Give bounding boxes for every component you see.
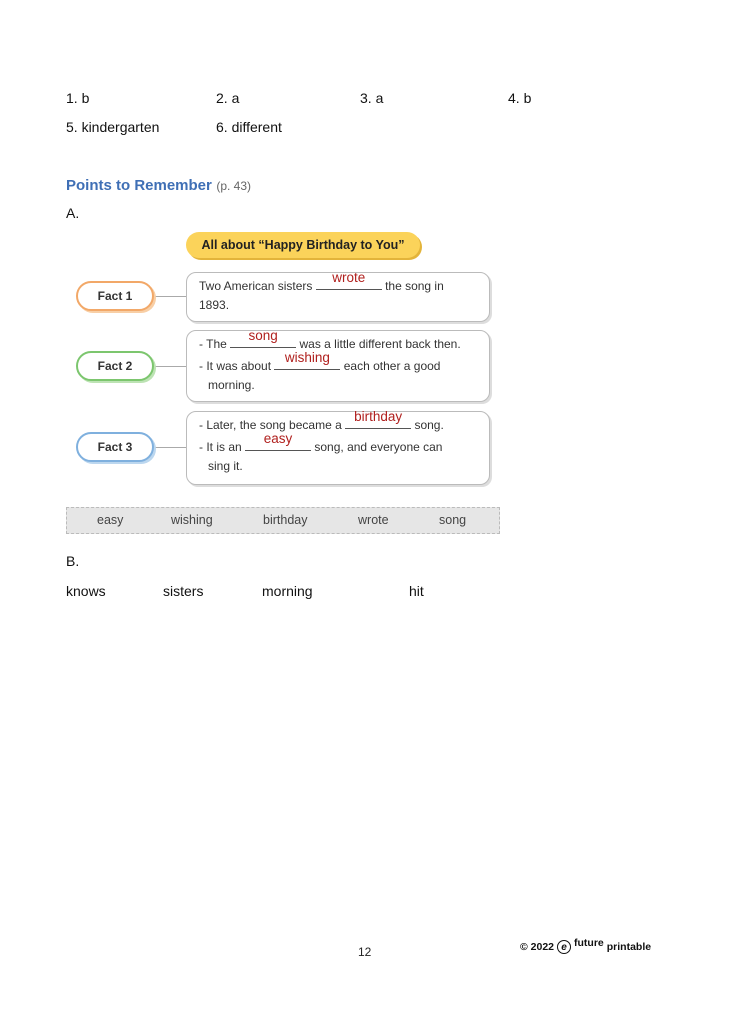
fact-2-label: Fact 2 [76, 351, 154, 381]
fact-2-line-3: morning. [208, 378, 255, 392]
text: song. [414, 418, 444, 432]
word-bank-item: easy [97, 513, 124, 527]
answer-blank [245, 431, 311, 451]
answer-blank [345, 409, 411, 429]
fact-3-label: Fact 3 [76, 432, 154, 462]
fact-3-line-2 [199, 431, 477, 457]
answer-2: 2. a [216, 90, 240, 106]
text: - It is an [199, 440, 242, 454]
filled-answer: wrote [332, 270, 366, 285]
answer-6: 6. different [216, 119, 282, 135]
fact-3-line-3: sing it. [208, 459, 243, 473]
word-bank-item: wrote [358, 513, 389, 527]
part-a-label: A. [66, 205, 80, 221]
copyright-text: © 2022 [520, 941, 555, 953]
filled-answer: easy [263, 431, 293, 446]
fact-1-line-1 [199, 270, 477, 296]
part-b-label: B. [66, 553, 80, 569]
brand-future: future [574, 937, 604, 949]
answer-b-1: knows [66, 583, 106, 599]
fact-2-box [186, 330, 490, 402]
answer-5: 5. kindergarten [66, 119, 160, 135]
connector-line [154, 447, 186, 448]
answer-b-3: morning [262, 583, 313, 599]
answer-blank [230, 328, 296, 348]
section-title: Points to Remember [66, 177, 212, 194]
word-bank-item: song [439, 513, 467, 527]
fact-1-line-2: 1893. [199, 298, 230, 312]
footer-brand [520, 937, 652, 954]
text: Two American sisters [199, 279, 313, 293]
answer-b-2: sisters [163, 583, 204, 599]
answer-blank [274, 350, 340, 370]
filled-answer: birthday [354, 409, 403, 424]
text: each other a good [343, 359, 441, 373]
graphic-title: All about “Happy Birthday to You” [186, 232, 420, 258]
connector-line [154, 366, 186, 367]
text: was a little different back then. [299, 337, 461, 351]
answer-b-4: hit [409, 583, 424, 599]
answer-4: 4. b [508, 90, 532, 106]
word-bank [66, 507, 500, 534]
filled-answer: song [248, 328, 278, 343]
answer-1: 1. b [66, 90, 90, 106]
fact-3-line-1 [199, 409, 477, 435]
text: - The [199, 337, 227, 351]
filled-answer: wishing [284, 350, 330, 365]
text: - It was about [199, 359, 272, 373]
text: song, and everyone can [314, 440, 443, 454]
fact-1-box [186, 272, 490, 322]
text: - Later, the song became a [199, 418, 342, 432]
answer-blank [316, 270, 382, 290]
word-bank-item: birthday [263, 513, 308, 527]
word-bank-item: wishing [171, 513, 213, 527]
brand-printable: printable [606, 941, 652, 953]
page-number: 12 [358, 945, 372, 959]
text: the song in [385, 279, 444, 293]
fact-2-line-2 [199, 350, 477, 376]
section-heading [66, 177, 251, 195]
section-page-ref: (p. 43) [216, 179, 252, 193]
fact-3-box [186, 411, 490, 485]
fact-1-label: Fact 1 [76, 281, 154, 311]
answer-3: 3. a [360, 90, 384, 106]
connector-line [154, 296, 186, 297]
e-future-logo-icon: e [557, 940, 571, 954]
